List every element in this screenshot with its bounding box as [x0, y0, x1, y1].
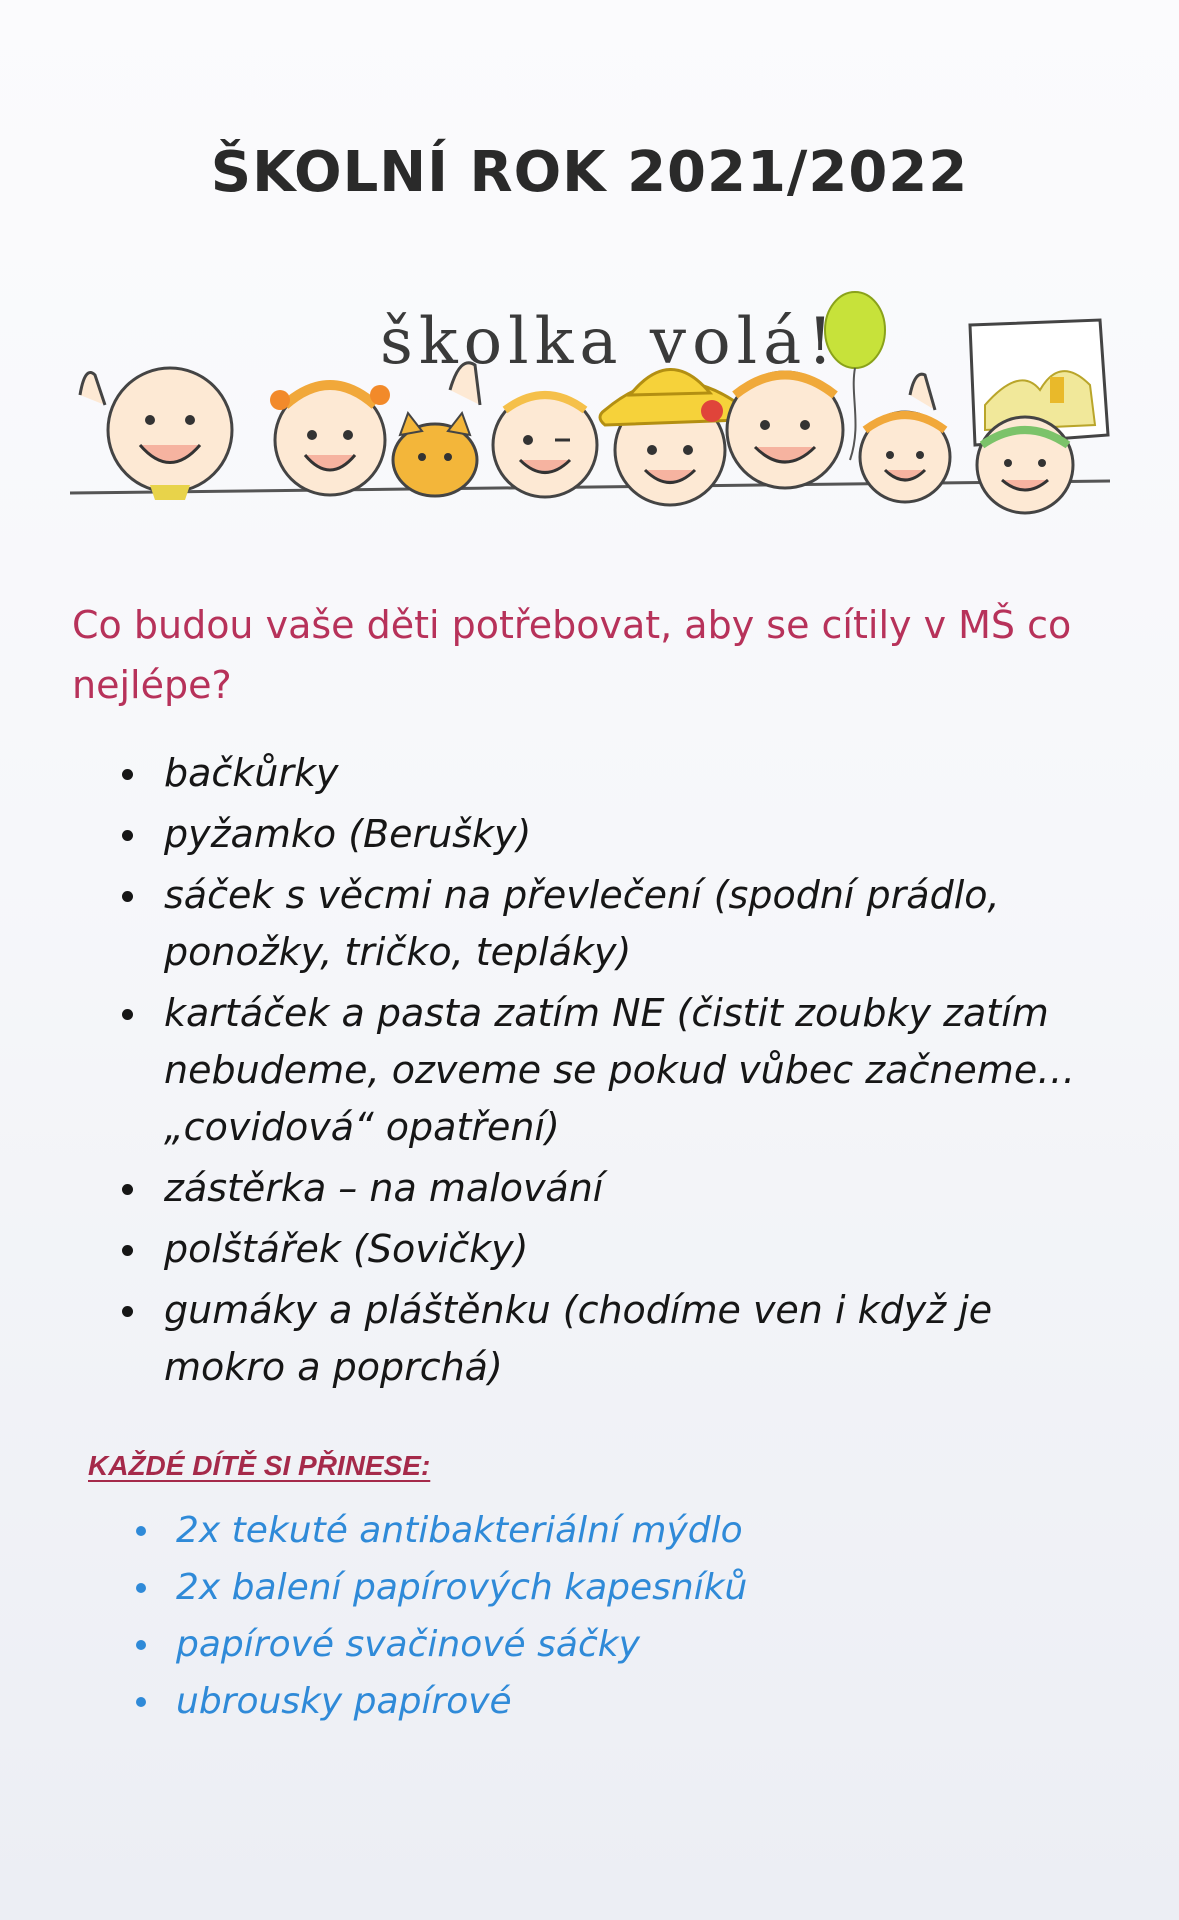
bring-subheading: KAŽDÉ DÍTĚ SI PŘINESE:: [88, 1450, 431, 1481]
child-face-icon: [108, 368, 232, 500]
child-face-icon: [977, 417, 1073, 513]
question-heading: Co budou vaše děti potřebovat, aby se cítily v MŠ co nejlépe?: [72, 603, 1072, 707]
list-item: 2x balení papírových kapesníků: [132, 1559, 1032, 1616]
list-item: papírové svačinové sáčky: [132, 1616, 1032, 1673]
child-face-icon: [727, 372, 843, 488]
child-face-icon: [860, 412, 950, 502]
cat-icon: [393, 413, 477, 496]
page-title: ŠKOLNÍ ROK 2021/2022: [210, 140, 969, 205]
list-item: sáček s věcmi na převlečení (spodní prádlo, ponožky, tričko, tepláky): [120, 867, 1120, 981]
list-item: pyžamko (Berušky): [120, 806, 1120, 863]
kindergarten-banner: [50, 285, 1130, 525]
child-face-icon: [493, 393, 597, 497]
banner-text: školka volá!: [380, 305, 839, 379]
list-item: ubrousky papírové: [132, 1673, 1032, 1730]
list-item: 2x tekuté antibakteriální mýdlo: [132, 1502, 1032, 1559]
list-item: bačkůrky: [120, 745, 1120, 802]
bring-list: [132, 1502, 1032, 1730]
child-face-icon: [270, 385, 390, 495]
needs-list: [120, 745, 1120, 1400]
list-item: zástěrka – na malování: [120, 1160, 1120, 1217]
list-item: polštářek (Sovičky): [120, 1221, 1120, 1278]
list-item: kartáček a pasta zatím NE (čistit zoubky zatím nebudeme, ozveme se pokud vůbec začneme… „covidová“ opatření): [120, 985, 1120, 1156]
list-item: gumáky a pláštěnku (chodíme ven i když je mokro a poprchá): [120, 1282, 1120, 1396]
